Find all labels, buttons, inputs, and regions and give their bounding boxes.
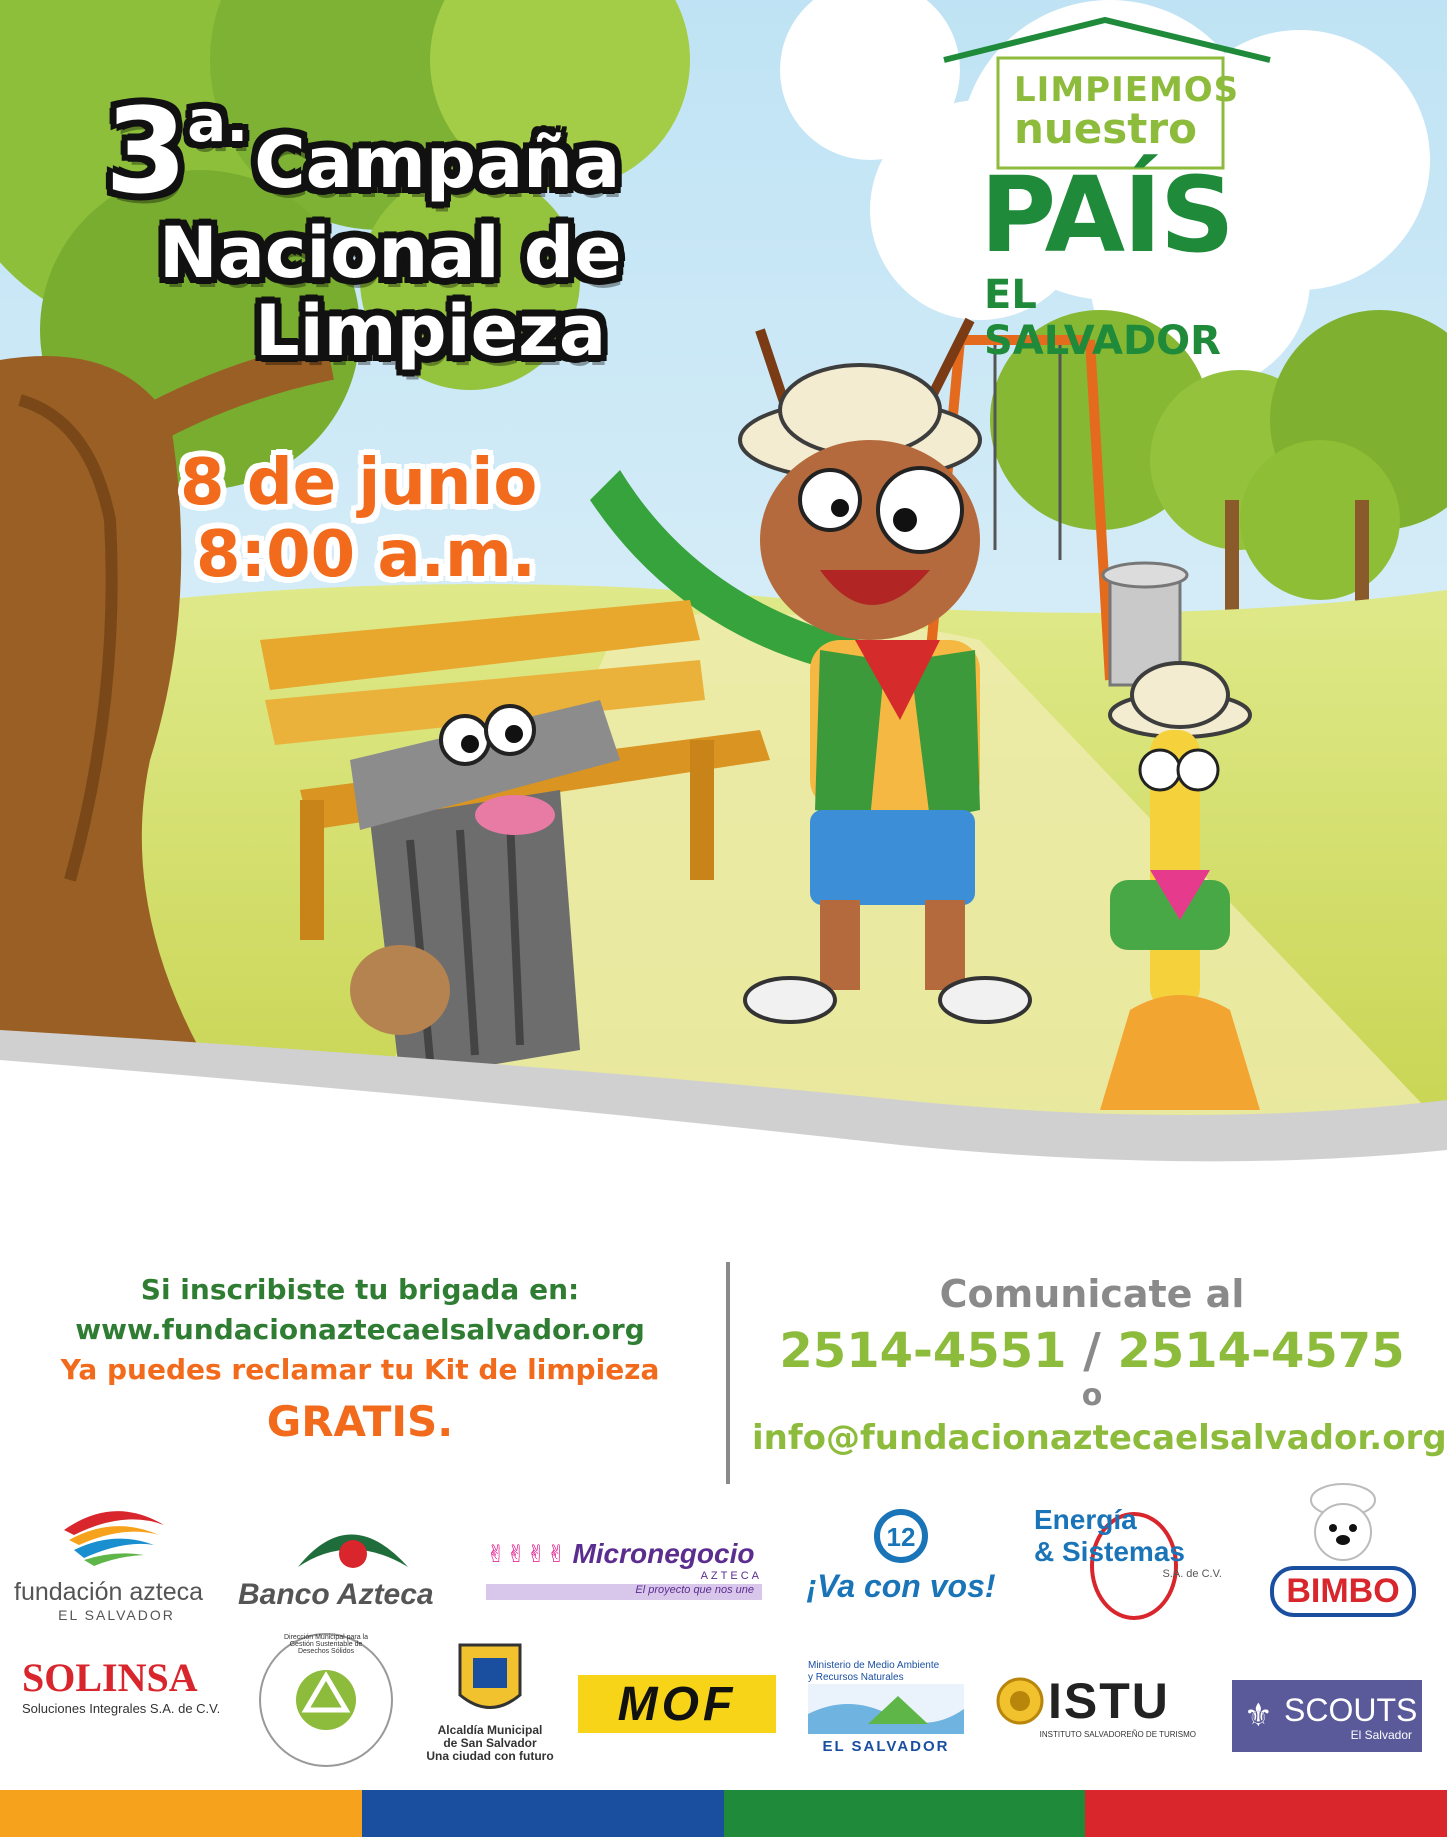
sponsor-istu [996,1672,1196,1756]
energia-sub: S.A. de C.V. [1162,1568,1222,1580]
title-number: 3 [105,82,188,220]
registration-url[interactable]: www.fundacionaztecaelsalvador.org [75,1313,645,1346]
phone-1[interactable]: 2514-4551 [779,1323,1067,1379]
gratis-label: GRATIS. [266,1397,454,1446]
micronegocio-name: Micronegocio [572,1538,755,1569]
sponsor-direccion-municipal [256,1630,396,1770]
scouts-name: SCOUTS [1284,1692,1418,1728]
contact-info [752,1268,1447,1466]
sponsor-energia-sistemas [1034,1504,1222,1624]
channel-12-logo-icon [871,1508,931,1564]
logo-line-3: PAÍS [980,154,1233,276]
registration-info [20,1270,700,1454]
sun-emblem-icon [996,1677,1044,1725]
marn-line-2: y Recursos Naturales [808,1672,904,1683]
contact-heading: Comunicate al [939,1272,1245,1316]
bimbo-bear-icon [1283,1482,1403,1562]
sponsor-banco-azteca [238,1512,473,1612]
bimbo-name: BIMBO [1286,1572,1400,1610]
campaign-logo [940,14,1280,364]
micronegocio-sub: AZTECA [700,1570,762,1582]
event-time: 8:00 a.m. [196,517,536,592]
event-day: 8 de junio [180,446,538,520]
flag-landscape-icon [808,1684,964,1734]
sponsor-micronegocio [486,1538,762,1614]
channel-12-number: 12 [886,1522,916,1552]
alcaldia-line-2: de San Salvador [443,1736,537,1750]
sponsor-scouts [1232,1680,1422,1752]
sponsor-solinsa [22,1654,240,1724]
divider [726,1262,730,1484]
istu-name: ISTU [1048,1673,1170,1729]
bottom-color-bar [0,1790,1447,1837]
direccion-name: Dirección Municipal para la Gestión Sustentable de Desechos Sólidos [283,1634,369,1655]
mof-name: MOF [617,1677,737,1731]
city-shield-icon [455,1640,525,1720]
micronegocio-tagline: El proyecto que nos une [486,1584,762,1600]
canal-12-slogan: ¡Va con vos! [806,1568,996,1604]
banco-azteca-logo-icon [238,1512,473,1574]
alcaldia-line-3: Una ciudad con futuro [426,1749,554,1763]
sponsor-marn [808,1660,964,1764]
registration-line-3: Ya puedes reclamar tu Kit de limpieza [60,1353,660,1386]
alcaldia-line-1: Alcaldía Municipal [437,1723,543,1737]
contact-email[interactable]: info@fundacionaztecaelsalvador.org [752,1418,1447,1458]
title-ordinal: a. [187,87,249,155]
sponsor-fundacion-azteca [14,1500,219,1623]
logo-line-4: EL SALVADOR [984,272,1221,364]
fundacion-azteca-sub: EL SALVADOR [58,1607,175,1623]
contact-or: o [1081,1378,1103,1413]
marn-name: EL SALVADOR [822,1738,950,1755]
event-date [180,448,537,591]
energia-line-1: Energía [1034,1504,1137,1535]
title-line-2: Nacional de [159,212,622,294]
campaign-title [105,82,622,372]
registration-line-1: Si inscribiste tu brigada en: [140,1273,580,1306]
marn-line-1: Ministerio de Medio Ambiente [808,1660,940,1671]
sponsor-alcaldia [420,1640,560,1776]
contact-phones [752,1320,1432,1382]
logo-line-1: LIMPIEMOS [1014,70,1240,110]
phone-2[interactable]: 2514-4575 [1117,1323,1405,1379]
fundacion-azteca-name: fundación azteca [14,1578,204,1606]
banco-azteca-name: Banco Azteca [238,1578,434,1611]
sponsor-mof [578,1675,776,1733]
title-line-3: Limpieza [255,290,607,372]
solinsa-name: SOLINSA [22,1655,198,1700]
sponsor-bimbo [1248,1482,1438,1622]
fleur-de-lis-icon: ⚜ [1244,1696,1273,1734]
title-line-1: Campaña [254,122,621,204]
sponsor-canal-12 [790,1508,1012,1612]
energia-line-2: & Sistemas [1034,1536,1185,1567]
istu-sub: INSTITUTO SALVADOREÑO DE TURISMO [1039,1730,1196,1739]
scouts-sub: El Salvador [1350,1728,1412,1742]
people-icon: ✌✌✌✌ [486,1540,567,1568]
solinsa-sub: Soluciones Integrales S.A. de C.V. [22,1701,221,1716]
fundacion-azteca-logo-icon [14,1500,219,1570]
phone-separator: / [1083,1323,1101,1379]
logo-line-2: nuestro [1014,104,1197,153]
